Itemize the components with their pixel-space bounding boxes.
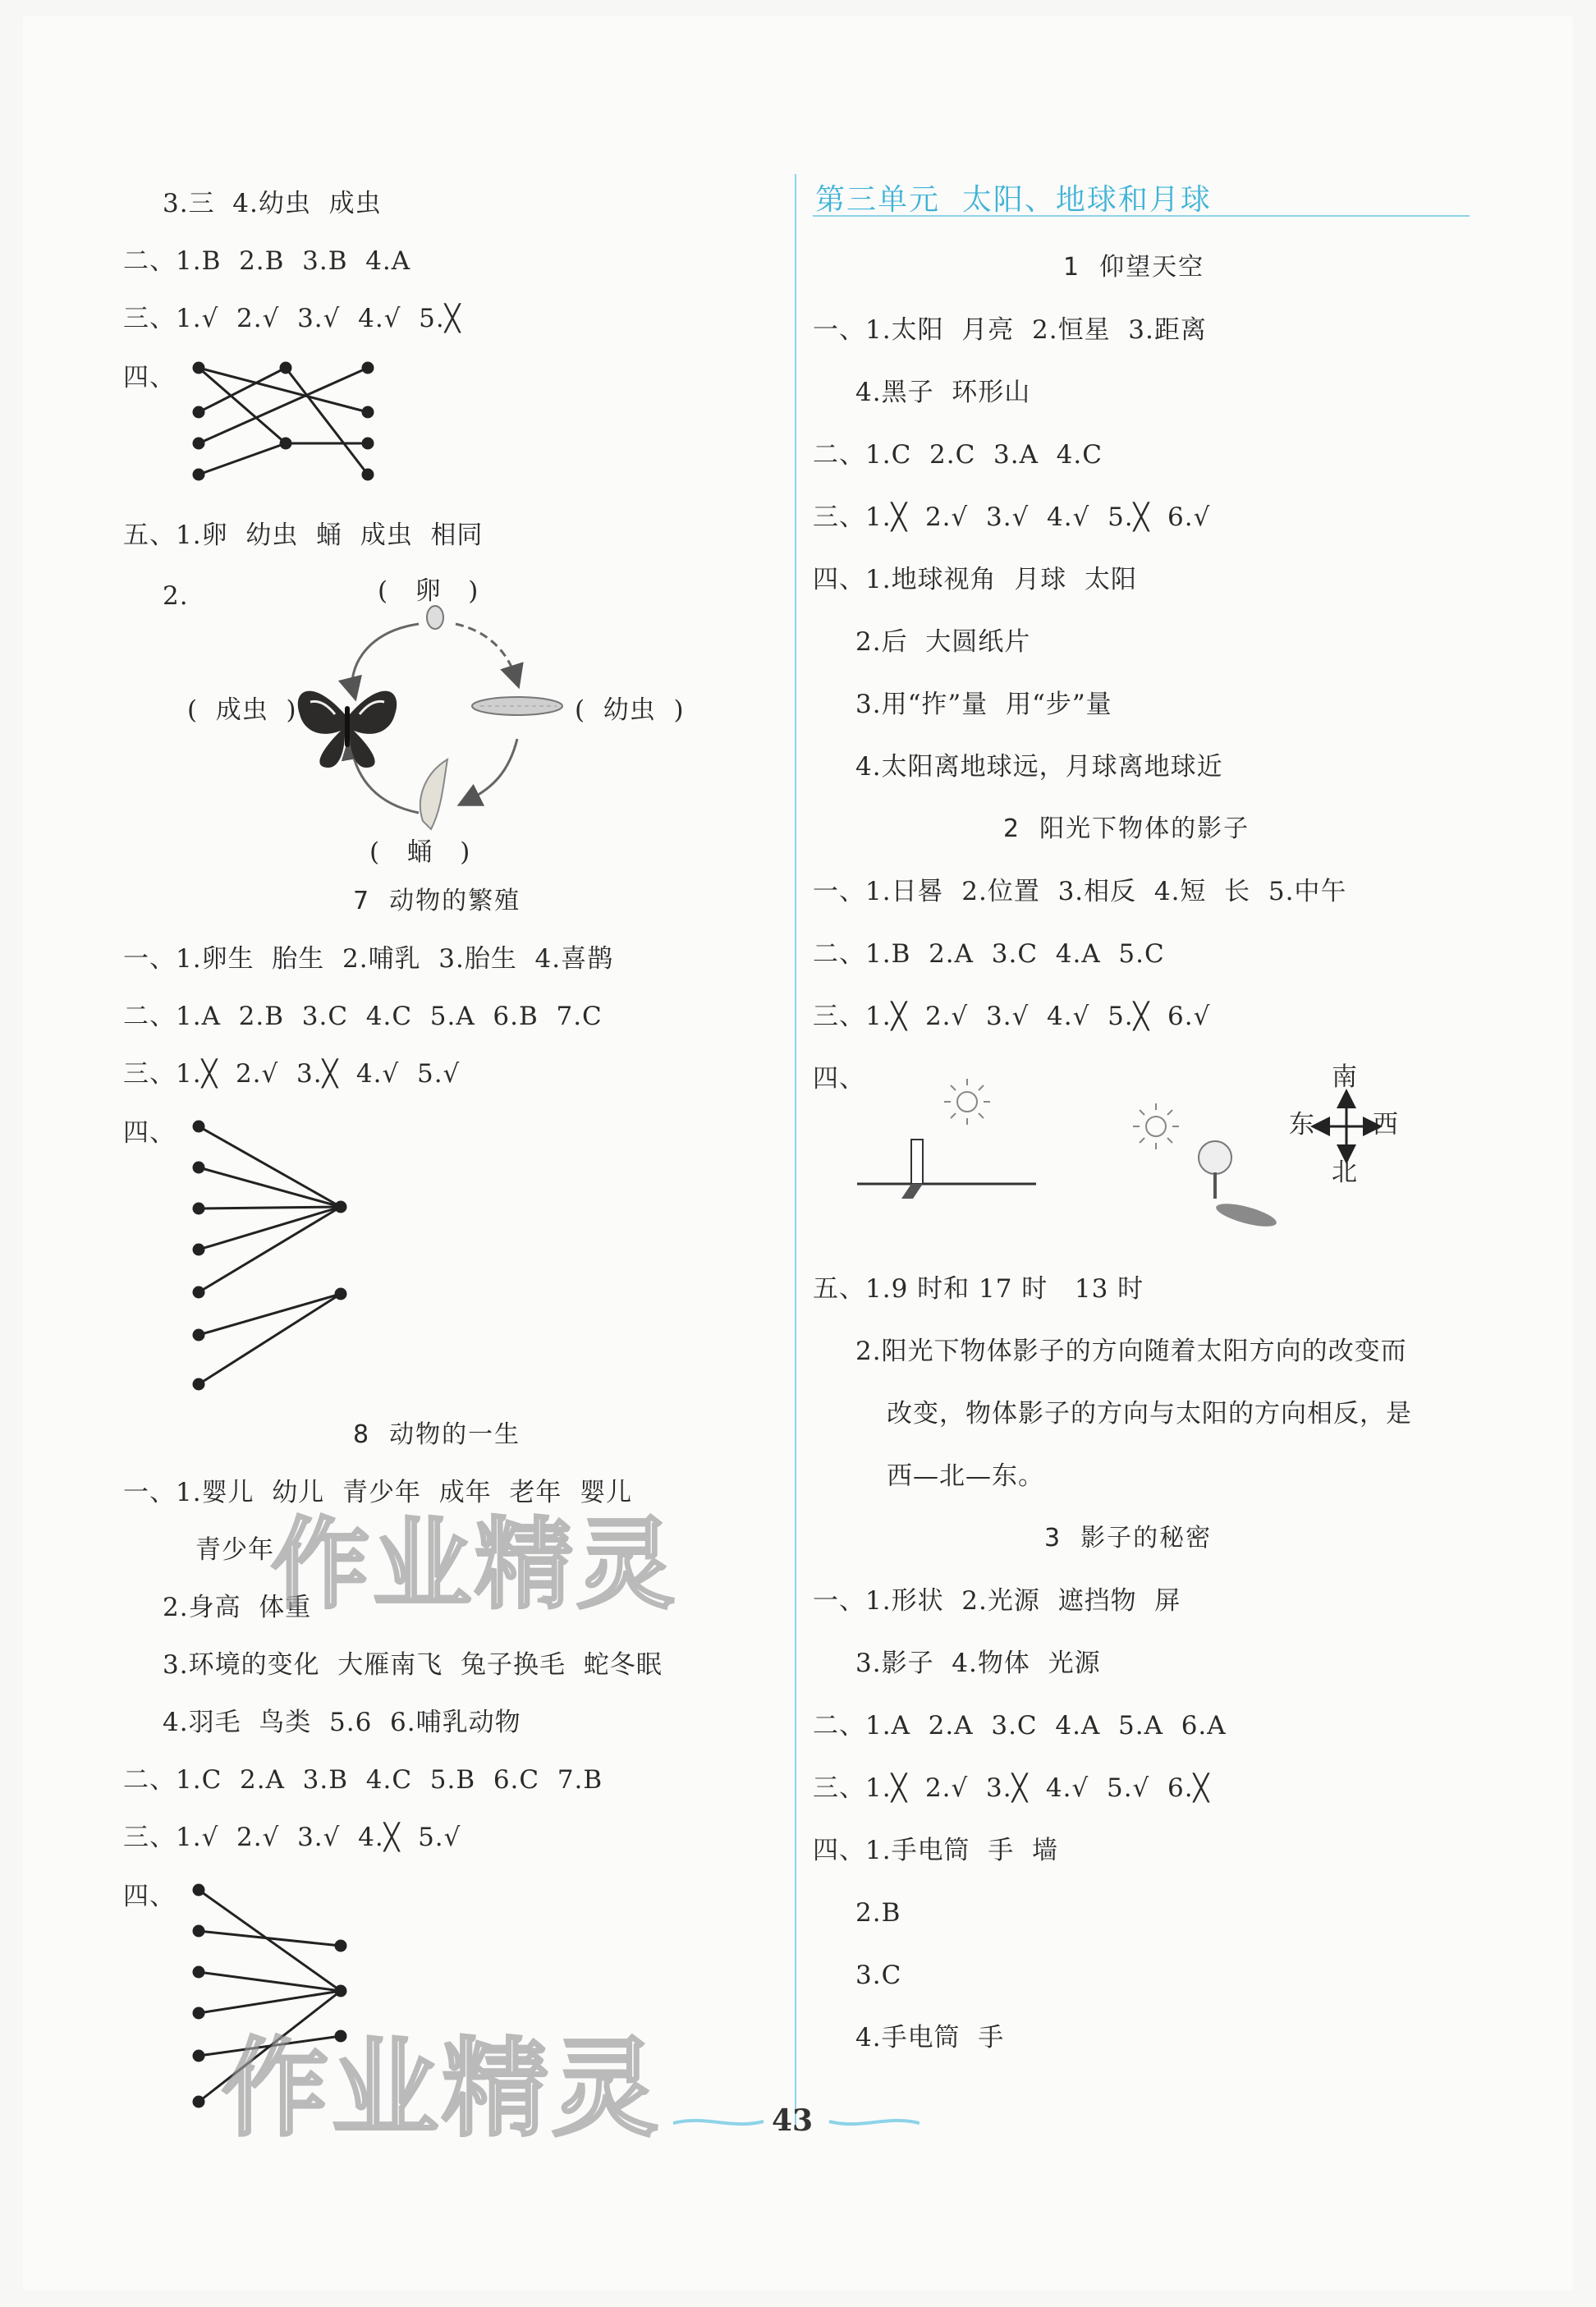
section-title-8: 8 动物的一生 [353,1420,521,1449]
answer-line: 二、1.B 2.A 3.C 4.A 5.C [813,939,1165,969]
page-number: 43 [772,2103,814,2138]
answer-line: 一、1.日晷 2.位置 3.相反 4.短 长 5.中午 [813,877,1347,906]
matching-diagram-2 [189,1117,353,1396]
unit-title: 第三单元 太阳、地球和月球 [815,183,1212,217]
answer-line: 三、1.√ 2.√ 3.√ 4.√ 5.╳ [123,304,461,333]
cycle-label-pupa: ( 蛹 ) [369,837,471,867]
answer-line: 2. [163,581,189,611]
butterfly-icon [298,691,397,768]
watermark: 作业精灵 [222,2026,663,2151]
answer-line: 一、1.婴儿 幼儿 青少年 成年 老年 婴儿 [123,1478,633,1507]
answer-line: 五、1.卵 幼虫 蛹 成虫 相同 [123,521,484,550]
answer-line: 三、1.╳ 2.√ 3.√ 4.√ 5.╳ 6.√ [813,502,1211,532]
arrow-adult-to-egg [352,624,419,690]
egg-icon [427,606,443,629]
compass-east-label: 东 [1289,1110,1315,1140]
answer-line: 三、1.╳ 2.√ 3.√ 4.√ 5.╳ 6.√ [813,1002,1211,1031]
section-title-7: 7 动物的繁殖 [353,887,521,915]
cycle-label-adult: ( 成虫 ) [187,695,297,725]
cycle-label-larva: ( 幼虫 ) [575,695,685,725]
answer-line: 4.手电筒 手 [855,2023,1005,2052]
answer-line: 一、1.形状 2.光源 遮挡物 屏 [813,1586,1181,1616]
pupa-icon [420,759,447,829]
answer-line: 三、1.╳ 2.√ 3.╳ 4.√ 5.√ [123,1059,461,1089]
watermark: 作业精灵 [271,1508,678,1622]
section-title-2: 2 阳光下物体的影子 [1003,814,1250,843]
arrow-larva-to-pupa [468,739,517,800]
answer-line: 改变，物体影子的方向与太阳的方向相反，是 [887,1399,1412,1429]
answer-line: 二、1.A 2.B 3.C 4.C 5.A 6.B 7.C [123,1002,603,1031]
answer-line: 二、1.C 2.A 3.B 4.C 5.B 6.C 7.B [123,1765,603,1795]
answer-line: 四、 [123,363,176,392]
answer-line: 四、 [813,1064,865,1094]
answer-line: 2.阳光下物体影子的方向随着太阳方向的改变而 [855,1337,1407,1366]
answer-line: 三、1.√ 2.√ 3.√ 4.╳ 5.√ [123,1823,461,1852]
answer-line: 二、1.A 2.A 3.C 4.A 5.A 6.A [813,1711,1227,1741]
shadow-diagram [854,1076,1264,1240]
answer-line: 3.三 4.幼虫 成虫 [163,189,382,218]
answer-line: 二、1.C 2.C 3.A 4.C [813,440,1103,470]
arrow-egg-to-larva [456,624,516,677]
answer-line: 一、1.卵生 胎生 2.哺乳 3.胎生 4.喜鹊 [123,944,614,974]
answer-line: 二、1.B 2.B 3.B 4.A [123,246,411,276]
compass-north-label: 北 [1332,1158,1358,1187]
answer-line: 青少年 [195,1535,274,1565]
butterfly-life-cycle-diagram [296,599,583,837]
matching-diagram-1 [189,361,378,484]
answer-line: 2.后 大圆纸片 [855,627,1031,657]
caterpillar-icon [472,697,562,715]
answer-line: 2.B [855,1898,901,1928]
answer-line: 3.环境的变化 大雁南飞 兔子换毛 蛇冬眠 [163,1650,663,1680]
answer-line: 2.身高 体重 [163,1593,312,1622]
answer-line: 3.C [855,1961,902,1990]
answer-line: 4.羽毛 鸟类 5.6 6.哺乳动物 [163,1708,521,1737]
answer-line: 四、1.手电筒 手 墙 [813,1836,1058,1865]
answer-line: 四、 [123,1118,176,1148]
column-divider [795,174,796,2128]
answer-line: 五、1.9 时和 17 时 13 时 [813,1274,1144,1304]
compass-south-label: 南 [1332,1062,1358,1092]
sun-icon [944,1079,990,1125]
sun-icon [1133,1103,1179,1149]
answer-line: 四、1.地球视角 月球 太阳 [813,565,1137,594]
answer-line: 4.黑子 环形山 [855,378,1031,407]
section-title-3: 3 影子的秘密 [1044,1524,1213,1553]
pole-with-shadow [857,1140,1036,1199]
answer-line: 一、1.太阳 月亮 2.恒星 3.距离 [813,315,1207,345]
answer-line: 3.影子 4.物体 光源 [855,1649,1101,1678]
compass-west-label: 西 [1373,1110,1399,1140]
answer-line: 三、1.╳ 2.√ 3.╳ 4.√ 5.√ 6.╳ [813,1773,1210,1803]
cycle-label-egg: ( 卵 ) [378,576,479,606]
answer-line: 3.用“拃”量 用“步”量 [855,690,1112,719]
section-title-1: 1 仰望天空 [1063,253,1205,282]
compass-icon [1314,1094,1379,1159]
answer-line: 西—北—东。 [887,1461,1044,1491]
answer-line: 四、 [123,1882,176,1911]
answer-line: 4.太阳离地球远，月球离地球近 [855,752,1223,782]
